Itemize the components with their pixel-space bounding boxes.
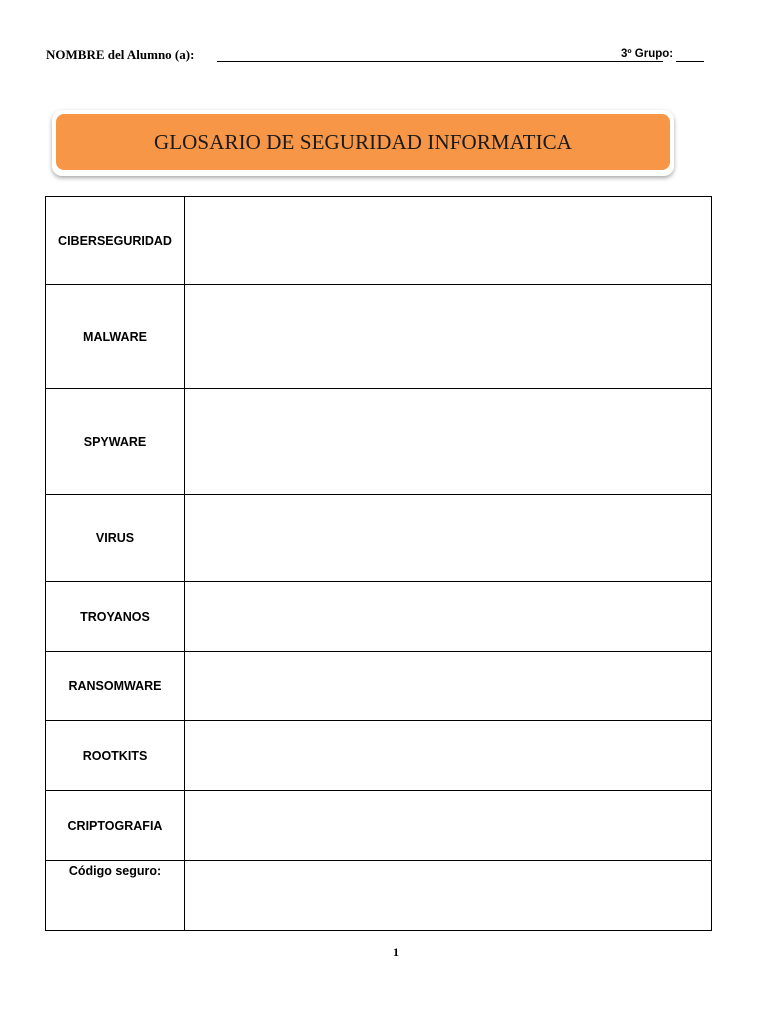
title-banner: [52, 110, 674, 176]
term-label: MALWARE: [46, 285, 185, 389]
group-label: 3º Grupo:: [621, 48, 674, 60]
term-label: TROYANOS: [46, 582, 185, 652]
table-row: [46, 197, 712, 285]
definition-cell[interactable]: [185, 389, 712, 495]
student-name-blank[interactable]: [217, 61, 663, 62]
term-label: VIRUS: [46, 495, 185, 582]
group-blank[interactable]: [676, 61, 704, 62]
definition-cell[interactable]: [185, 285, 712, 389]
table-row: [46, 285, 712, 389]
term-label: RANSOMWARE: [46, 652, 185, 721]
term-label: CRIPTOGRAFIA: [46, 791, 185, 861]
table-row: [46, 389, 712, 495]
table-row: [46, 721, 712, 791]
student-name-label: NOMBRE del Alumno (a):: [46, 47, 195, 62]
table-row: [46, 791, 712, 861]
page-number: 1: [393, 945, 399, 959]
definition-cell[interactable]: [185, 861, 712, 931]
definition-cell[interactable]: [185, 791, 712, 861]
glossary-table: [45, 196, 712, 931]
definition-cell[interactable]: [185, 652, 712, 721]
table-row: [46, 582, 712, 652]
term-label: SPYWARE: [46, 389, 185, 495]
term-label: ROOTKITS: [46, 721, 185, 791]
table-row: [46, 861, 712, 931]
definition-cell[interactable]: [185, 495, 712, 582]
title-box: [56, 114, 670, 170]
table-row: [46, 495, 712, 582]
student-header: [46, 47, 706, 65]
definition-cell[interactable]: [185, 582, 712, 652]
table-row: [46, 652, 712, 721]
term-label: Código seguro:: [46, 861, 185, 931]
page-title: GLOSARIO DE SEGURIDAD INFORMATICA: [153, 129, 573, 154]
definition-cell[interactable]: [185, 197, 712, 285]
term-label: CIBERSEGURIDAD: [46, 197, 185, 285]
definition-cell[interactable]: [185, 721, 712, 791]
